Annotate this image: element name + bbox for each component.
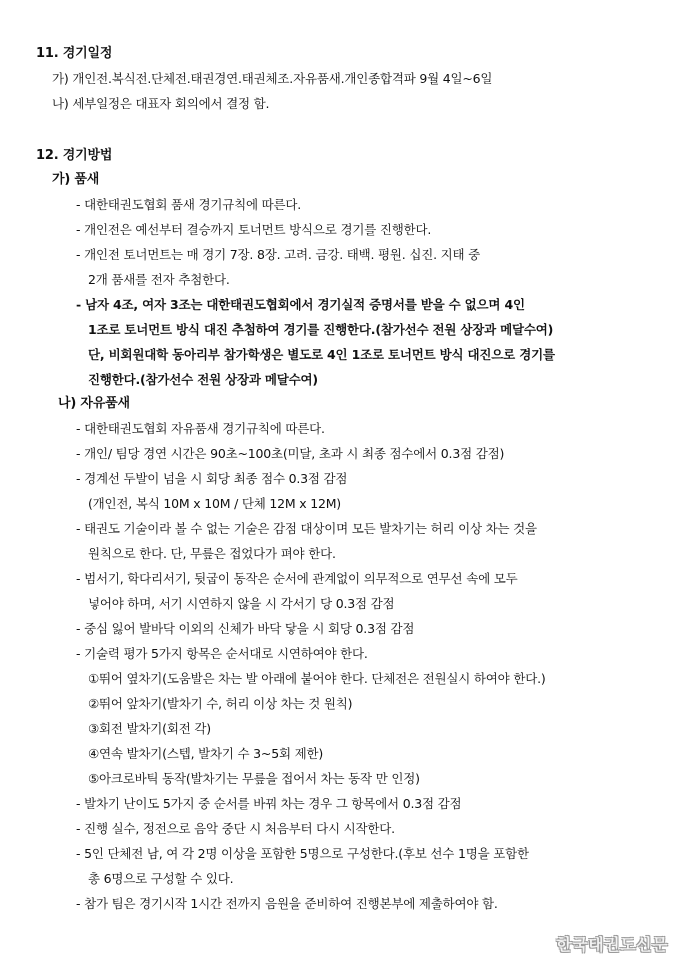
freestyle-item: - 경계선 두발이 넘을 시 회당 최종 점수 0.3점 감점	[76, 471, 348, 486]
poomsae-item: - 개인전은 예선부터 결승까지 토너먼트 방식으로 경기를 진행한다.	[76, 222, 432, 237]
section-11-item-b: 나) 세부일정은 대표자 회의에서 결정 함.	[52, 96, 270, 111]
freestyle-item: - 대한태권도협회 자유품새 경기규칙에 따른다.	[76, 421, 325, 436]
poomsae-bold-note-cont: 단, 비회원대학 동아리부 참가학생은 별도로 4인 1조로 토너먼트 방식 대진으로 경기를	[88, 347, 555, 362]
freestyle-item: - 태권도 기술이라 볼 수 없는 기술은 감점 대상이며 모든 발차기는 허리 이상 차는 것을	[76, 521, 537, 536]
section-12-title: 12. 경기방법	[36, 148, 113, 163]
poomsae-bold-note-cont: 1조로 토너먼트 방식 대진 추첨하여 경기를 진행한다.(참가선수 전원 상장과 메달수여)	[88, 322, 554, 337]
freestyle-item-cont: 원칙으로 한다. 단, 무릎은 접었다가 펴야 한다.	[88, 546, 336, 561]
technique-item: ④연속 발차기(스텝, 발차기 수 3~5회 제한)	[88, 746, 324, 761]
freestyle-item: - 진행 실수, 정전으로 음악 중단 시 처음부터 다시 시작한다.	[76, 821, 395, 836]
freestyle-item-cont: (개인전, 복식 10M x 10M / 단체 12M x 12M)	[88, 496, 341, 511]
poomsae-subtitle: 가) 품새	[52, 172, 100, 187]
poomsae-item-cont: 2개 품새를 전자 추첨한다.	[88, 272, 230, 287]
poomsae-bold-note: - 남자 4조, 여자 3조는 대한태권도협회에서 경기실적 증명서를 받을 수 없으며 4인	[76, 297, 525, 312]
section-11-title: 11. 경기일정	[36, 46, 113, 61]
freestyle-item: - 발차기 난이도 5가지 중 순서를 바꿔 차는 경우 그 항목에서 0.3점 감점	[76, 796, 462, 811]
freestyle-item: - 중심 잃어 발바닥 이외의 신체가 바닥 닿을 시 회당 0.3점 감점	[76, 621, 415, 636]
freestyle-item: - 5인 단체전 남, 여 각 2명 이상을 포함한 5명으로 구성한다.(후보 선수 1명을 포함한	[76, 846, 529, 861]
technique-item: ①뛰어 옆차기(도움발은 차는 발 아래에 붙어야 한다. 단체전은 전원실시 하여야 한다.)	[88, 671, 546, 686]
freestyle-item: - 범서기, 학다리서기, 뒷굽이 동작은 순서에 관계없이 의무적으로 연무선 속에 모두	[76, 571, 518, 586]
freestyle-item: - 개인/ 팀당 경연 시간은 90초~100초(미달, 초과 시 최종 점수에서 0.3점 감점)	[76, 446, 505, 461]
freestyle-item: - 기술력 평가 5가지 항목은 순서대로 시연하여야 한다.	[76, 646, 368, 661]
freestyle-item-cont: 넣어야 하며, 서기 시연하지 않을 시 각서기 당 0.3점 감점	[88, 596, 395, 611]
technique-item: ⑤아크로바틱 동작(발차기는 무릎을 접어서 차는 동작 만 인정)	[88, 771, 420, 786]
freestyle-item-cont: 총 6명으로 구성할 수 있다.	[88, 871, 234, 886]
poomsae-item: - 개인전 토너먼트는 매 경기 7장. 8장. 고려. 금강. 태백. 평원. 십진. 지태 중	[76, 247, 481, 262]
technique-item: ②뛰어 앞차기(발차기 수, 허리 이상 차는 것 원칙)	[88, 696, 353, 711]
freestyle-subtitle: 나) 자유품새	[58, 396, 130, 411]
poomsae-item: - 대한태권도협회 품새 경기규칙에 따른다.	[76, 197, 302, 212]
section-11-item-a: 가) 개인전.복식전.단체전.태권경연.태권체조.자유품새.개인종합격파 9월 4일~6일	[52, 71, 493, 86]
freestyle-item: - 참가 팀은 경기시작 1시간 전까지 음원을 준비하여 진행본부에 제출하여야 함.	[76, 896, 498, 911]
technique-item: ③회전 발차기(회전 각)	[88, 721, 211, 736]
newspaper-watermark: 한국태권도신문	[556, 935, 668, 954]
poomsae-bold-note-cont: 진행한다.(참가선수 전원 상장과 메달수여)	[88, 372, 318, 387]
